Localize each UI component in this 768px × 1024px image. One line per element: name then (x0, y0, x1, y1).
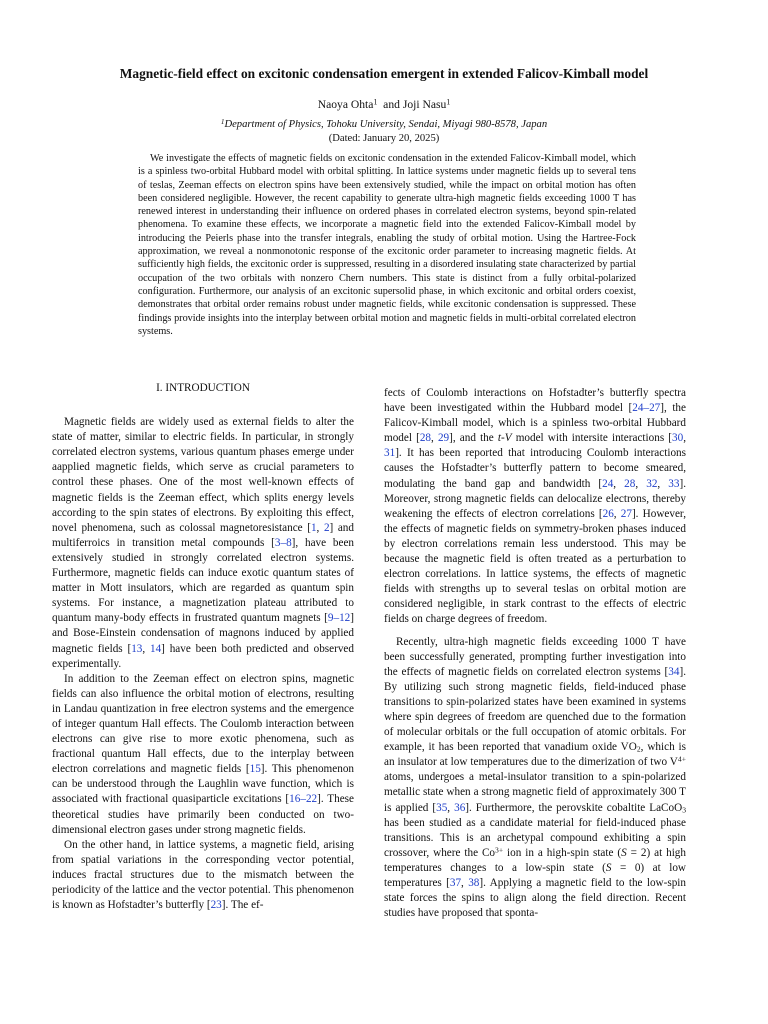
text-run: , (461, 877, 469, 889)
text-run: ]. By utilizing such strong magnetic fields, field-induced phase transitions to spin-polarized states have been examined in systems where spin degrees of freedom are quenched due to the formation of molecular orbitals or the full occupation of atomic orbitals. For example, it has been reported that vanadium oxide VO (384, 665, 686, 754)
model-symbol: t-V (497, 432, 512, 445)
citation-link[interactable]: 35 (436, 801, 448, 814)
text-run: On the other hand, in lattice systems, a magnetic field, arising from spatial variations in the corresponding vector potential, induces fractal structures due to the mismatch between the periodicity of the lattice and the vector potential. This phenomenon is known as Hofstadter’s butterfly [ (52, 838, 354, 912)
text-run: , (316, 521, 324, 534)
affiliation-marker: 1 (446, 97, 451, 107)
citation-link[interactable]: 34 (668, 665, 680, 678)
text-run: has been studied as a candidate material for field-induced phase transitions. This is an archetypal compound exhibiting a spin crossover, where the Co (384, 816, 686, 859)
text-run: model with intersite interactions [ (511, 432, 673, 445)
text-run: Magnetic fields are widely used as external fields to alter the state of matter, similar to electric fields. In particular, in strongly correlated electron systems, various quantum phases emerge under aapplied magnetic fields, which serve as crucial parameters to control these phases. One of the most well-known effects of magnetic fields is the Zeeman effect, which splits energy levels according to the spin states of electrons. By exploiting this effect, novel phenomena, such as colossal magnetoresistance [ (52, 416, 354, 534)
text-run: ] and Bose-Einstein condensation of magnons induced by applied magnetic fields [ (52, 612, 354, 655)
author-name: Joji Nasu (402, 98, 447, 111)
section-heading: I. INTRODUCTION (156, 382, 250, 394)
citation-link[interactable]: 29 (437, 432, 450, 445)
citation-link[interactable]: 24 (602, 477, 614, 490)
text-run: , (683, 432, 687, 445)
citation-link[interactable]: 2 (323, 521, 330, 534)
text-run: , (613, 507, 621, 520)
text-run: atoms, undergoes a metal-insulator transition to a spin-polarized metallic state when a strong magnetic field of approximately 300 T is applied [ (384, 771, 686, 814)
text-run: ]. The ef- (221, 899, 264, 912)
text-run: In addition to the Zeeman effect on electron spins, magnetic fields can also influence the orbital motion of electrons, resulting in Landau quantization in free electron systems and the emergence of integer quantum Hall effects. The Coulomb interaction between electrons can give rise to more exotic phenomena, such as fractional quantum Hall effects, due to the interplay between electron correlations and magnetic fields [ (52, 672, 354, 776)
text-run: , (431, 432, 438, 445)
left-column (52, 381, 354, 913)
paragraph (52, 838, 354, 913)
citation-link[interactable]: 28 (419, 432, 432, 445)
paper-title: Magnetic-field effect on excitonic condensation emergent in extended Falicov-Kimball model (119, 66, 649, 81)
text-run: , (447, 801, 455, 814)
text-run: ]. Moreover, strong magnetic fields can delocalize electrons, thereby weakening the effects of electron correlations [ (384, 477, 687, 520)
author-name: Naoya Ohta (317, 98, 374, 111)
citation-link[interactable]: 24–27 (632, 402, 661, 415)
text-run: ], and the (449, 432, 498, 445)
abstract: We investigate the effects of magnetic fields on excitonic condensation in the extended Falicov-Kimball model, which is a spinless two-orbital Hubbard model with orbital splitting. In lattice systems under magnetic fields up to several tens of teslas, Zeeman effects on electron spins have been extensively studied, while the impact on orbital motion has often been considered negligible. However, the recent capability to generate ultra-high magnetic fields exceeding 1000 T has renewed interest in understanding their influence on ordered phases in correlated electron systems, beyond spin-related phenomena. To examine these effects, we incorporate a magnetic field into the extended Falicov-Kimball model by introducing the Peierls phase into the transfer integrals, enabling the study of orbital motion. Using the Hartree-Fock approximation, we reveal a nonmonotonic response of the excitonic order parameter to increasing magnetic fields. At sufficiently high fields, the excitonic order is suppressed, resulting in a disordered insulating state characterized by partial occupation of the two orbitals with nonzero Chern numbers. This state is distinct from a fully orbital-polarized configuration. Furthermore, our analysis of an excitonic supersolid phase, in which excitonic and orbital orders coexist, demonstrates that orbital order remains robust under magnetic fields, while excitonic condensation is suppressed. These findings provide insights into the interplay between orbital motion and magnetic fields in multi-orbital correlated electron systems. (138, 153, 636, 337)
citation-link[interactable]: 36 (454, 801, 466, 814)
citation-link[interactable]: 26 (602, 507, 614, 520)
text-run: Recently, ultra-high magnetic fields exceeding 1000 T have been successfully generated, prompting further investigation into the effects of magnetic fields on correlated electron systems [ (384, 635, 686, 678)
text-run: ], the Falicov-Kimball model, which is a spinless two-orbital Hubbard model [ (384, 402, 686, 445)
text-run: fects of Coulomb interactions on Hofstadter’s butterfly spectra have been investigated within the Hubbard model [ (384, 387, 686, 415)
subscript: 2 (636, 744, 641, 754)
affiliation-marker: 1 (220, 117, 225, 126)
citation-link[interactable]: 16–22 (289, 793, 318, 806)
text-run: ]. Furthermore, the perovskite cobaltite LaCoO (465, 801, 683, 814)
text-run: ]. These theoretical studies have primarily been conducted on two-dimensional electron gases under strong magnetic fields. (52, 793, 354, 836)
date-line: (Dated: January 20, 2025) (328, 133, 440, 144)
text-run: ]. Applying a magnetic field to the low-spin state forces the spins to align along the field direction. Recent studies have proposed that sponta- (384, 877, 687, 920)
citation-link[interactable]: 3–8 (274, 536, 292, 549)
citation-link[interactable]: 23 (210, 899, 222, 912)
text-run: , (657, 477, 669, 490)
citation-link[interactable]: 37 (449, 877, 462, 889)
text-run: ion in a high-spin state ( (503, 846, 622, 859)
affiliation (40, 118, 728, 131)
citation-link[interactable]: 9–12 (327, 612, 351, 625)
author-separator: and (383, 98, 400, 111)
subscript: 3 (682, 805, 687, 815)
text-run: , which is an insulator at low temperatures due to the dimerization of two V (384, 741, 686, 769)
text-run: , (635, 477, 647, 490)
superscript: 3+ (495, 845, 504, 855)
text-run: ]. This phenomenon can be understood through the Laughlin wave function, which is associated with fractional quasiparticle excitations [ (52, 763, 355, 806)
citation-link[interactable]: 33 (668, 477, 680, 490)
author-line (40, 98, 728, 112)
paragraph (384, 386, 686, 628)
text-run: , (613, 477, 625, 490)
text-run: = 2) at high temperatures changes to a low-spin state ( (384, 846, 686, 874)
citation-link[interactable]: 31 (384, 447, 396, 460)
text-run: , (142, 642, 150, 655)
citation-link[interactable]: 15 (249, 763, 261, 776)
citation-link[interactable]: 38 (468, 877, 480, 889)
text-run: ] have been both predicted and observed experimentally. (52, 642, 354, 670)
right-column (384, 386, 686, 921)
spin-symbol: S (605, 861, 612, 874)
citation-link[interactable]: 13 (131, 642, 143, 655)
text-run: = 0) at low temperatures [ (384, 861, 687, 889)
citation-link[interactable]: 27 (620, 507, 632, 520)
citation-link[interactable]: 32 (646, 477, 658, 490)
affiliation-marker: 1 (373, 97, 378, 107)
superscript: 4+ (677, 754, 686, 764)
citation-link[interactable]: 14 (149, 642, 162, 655)
affiliation-text: Department of Physics, Tohoku University, Sendai, Miyagi 980-8578, Japan (224, 119, 548, 130)
paragraph (384, 635, 686, 922)
spin-symbol: S (621, 846, 627, 859)
citation-link[interactable]: 30 (672, 432, 684, 445)
text-run: ], have been extensively studied in strongly correlated electron systems. Furthermore, magnetic fields can induce exotic quantum states of matter in Mott insulators, which are regarded as quantum spin systems. For instance, a magnetization plateau attributed to quantum many-body effects in frustrated quantum magnets [ (52, 536, 355, 625)
paragraph (52, 415, 354, 672)
paragraph (52, 672, 354, 838)
citation-link[interactable]: 28 (624, 477, 636, 490)
text-run: ]. It has been reported that introducing Coulomb interactions causes the Hofstadter’s butterfly pattern to become smeared, modulating the band gap and bandwidth [ (384, 447, 686, 490)
citation-link[interactable]: 1 (310, 521, 317, 534)
text-run: ] and multiferroics in transition metal compounds [ (52, 521, 354, 549)
text-run: ]. However, the effects of magnetic fields on symmetry-broken phases induced by electron correlations remain less understood. This may be because the magnetic field is often treated as a perturbation to electron correlations. In lattice systems, the effects of magnetic fields with strengths up to several teslas on orbital motion are considered negligible, in stark contrast to the effects of electric fields on charge degrees of freedom. (384, 507, 686, 626)
